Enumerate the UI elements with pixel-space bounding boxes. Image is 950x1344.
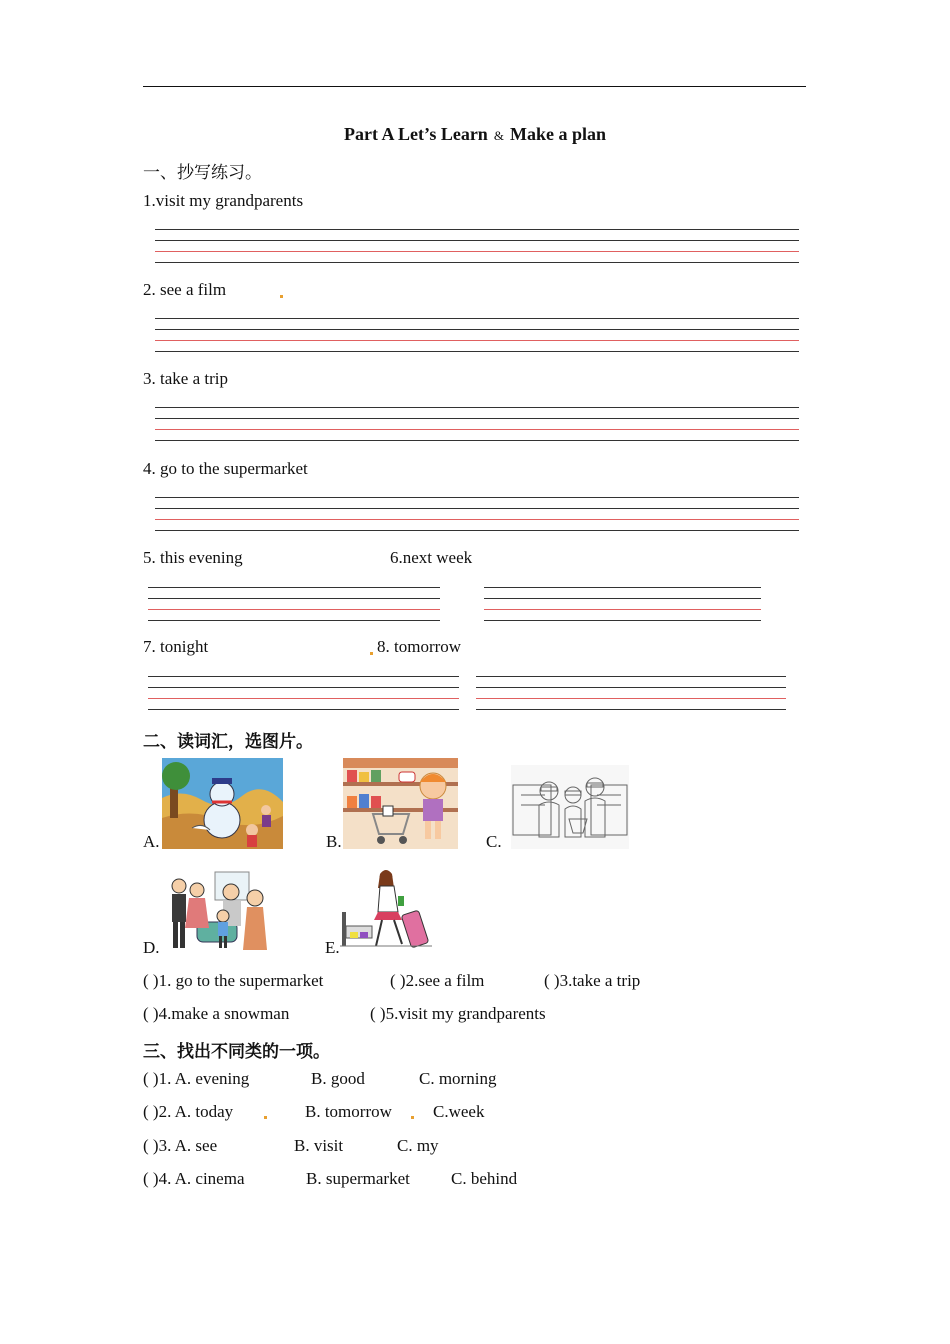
match-question-5[interactable]: ( )5.visit my grandparents: [370, 1004, 546, 1023]
supermarket-picture: [343, 758, 458, 849]
copy-item-6: 6.next week: [390, 548, 473, 567]
picture-label-d: D.: [143, 938, 160, 957]
option-b: B. supermarket: [306, 1169, 410, 1188]
odd-one-question-1[interactable]: ( )1. A. evening: [143, 1069, 250, 1088]
picture-label-e: E.: [325, 938, 340, 957]
picture-label-b: B.: [326, 832, 342, 851]
match-question-3[interactable]: ( )3.take a trip: [544, 971, 641, 990]
odd-one-question-4[interactable]: ( )4. A. cinema: [143, 1169, 245, 1188]
match-question-4[interactable]: ( )4.make a snowman: [143, 1004, 290, 1023]
option-c: C. my: [397, 1136, 439, 1155]
page-title: Part A Let’s Learn & Make a plan: [344, 124, 606, 144]
cinema-picture: [511, 765, 629, 849]
stray-mark: [370, 652, 373, 655]
copy-item-5: 5. this evening: [143, 548, 243, 567]
header-rule: [143, 86, 806, 87]
option-c: C.week: [433, 1102, 485, 1121]
grandparents-picture: [163, 866, 273, 956]
section3-heading: 三、找出不同类的一项。: [143, 1042, 330, 1061]
snowman-picture: [162, 758, 283, 849]
match-question-2[interactable]: ( )2.see a film: [390, 971, 485, 990]
picture-label-a: A.: [143, 832, 160, 851]
section2-heading: 二、读词汇，选图片。: [143, 732, 313, 751]
option-c: C. behind: [451, 1169, 518, 1188]
option-b: B. tomorrow: [305, 1102, 392, 1121]
option-b: B. good: [311, 1069, 365, 1088]
copy-item-4: 4. go to the supermarket: [143, 459, 308, 478]
copy-item-3: 3. take a trip: [143, 369, 228, 388]
copy-item-7: 7. tonight: [143, 637, 209, 656]
match-question-1[interactable]: ( )1. go to the supermarket: [143, 971, 324, 990]
copy-item-8: 8. tomorrow: [377, 637, 462, 656]
trip-picture: [340, 866, 432, 952]
stray-mark: [264, 1116, 267, 1119]
odd-one-question-2[interactable]: ( )2. A. today: [143, 1102, 234, 1121]
copy-item-1: 1.visit my grandparents: [143, 191, 304, 210]
stray-mark: [280, 295, 283, 298]
stray-mark: [411, 1116, 414, 1119]
picture-label-c: C.: [486, 832, 502, 851]
copy-item-2: 2. see a film: [143, 280, 227, 299]
option-c: C. morning: [419, 1069, 497, 1088]
section1-heading: 一、抄写练习。: [143, 163, 262, 182]
option-b: B. visit: [294, 1136, 344, 1155]
odd-one-question-3[interactable]: ( )3. A. see: [143, 1136, 218, 1155]
